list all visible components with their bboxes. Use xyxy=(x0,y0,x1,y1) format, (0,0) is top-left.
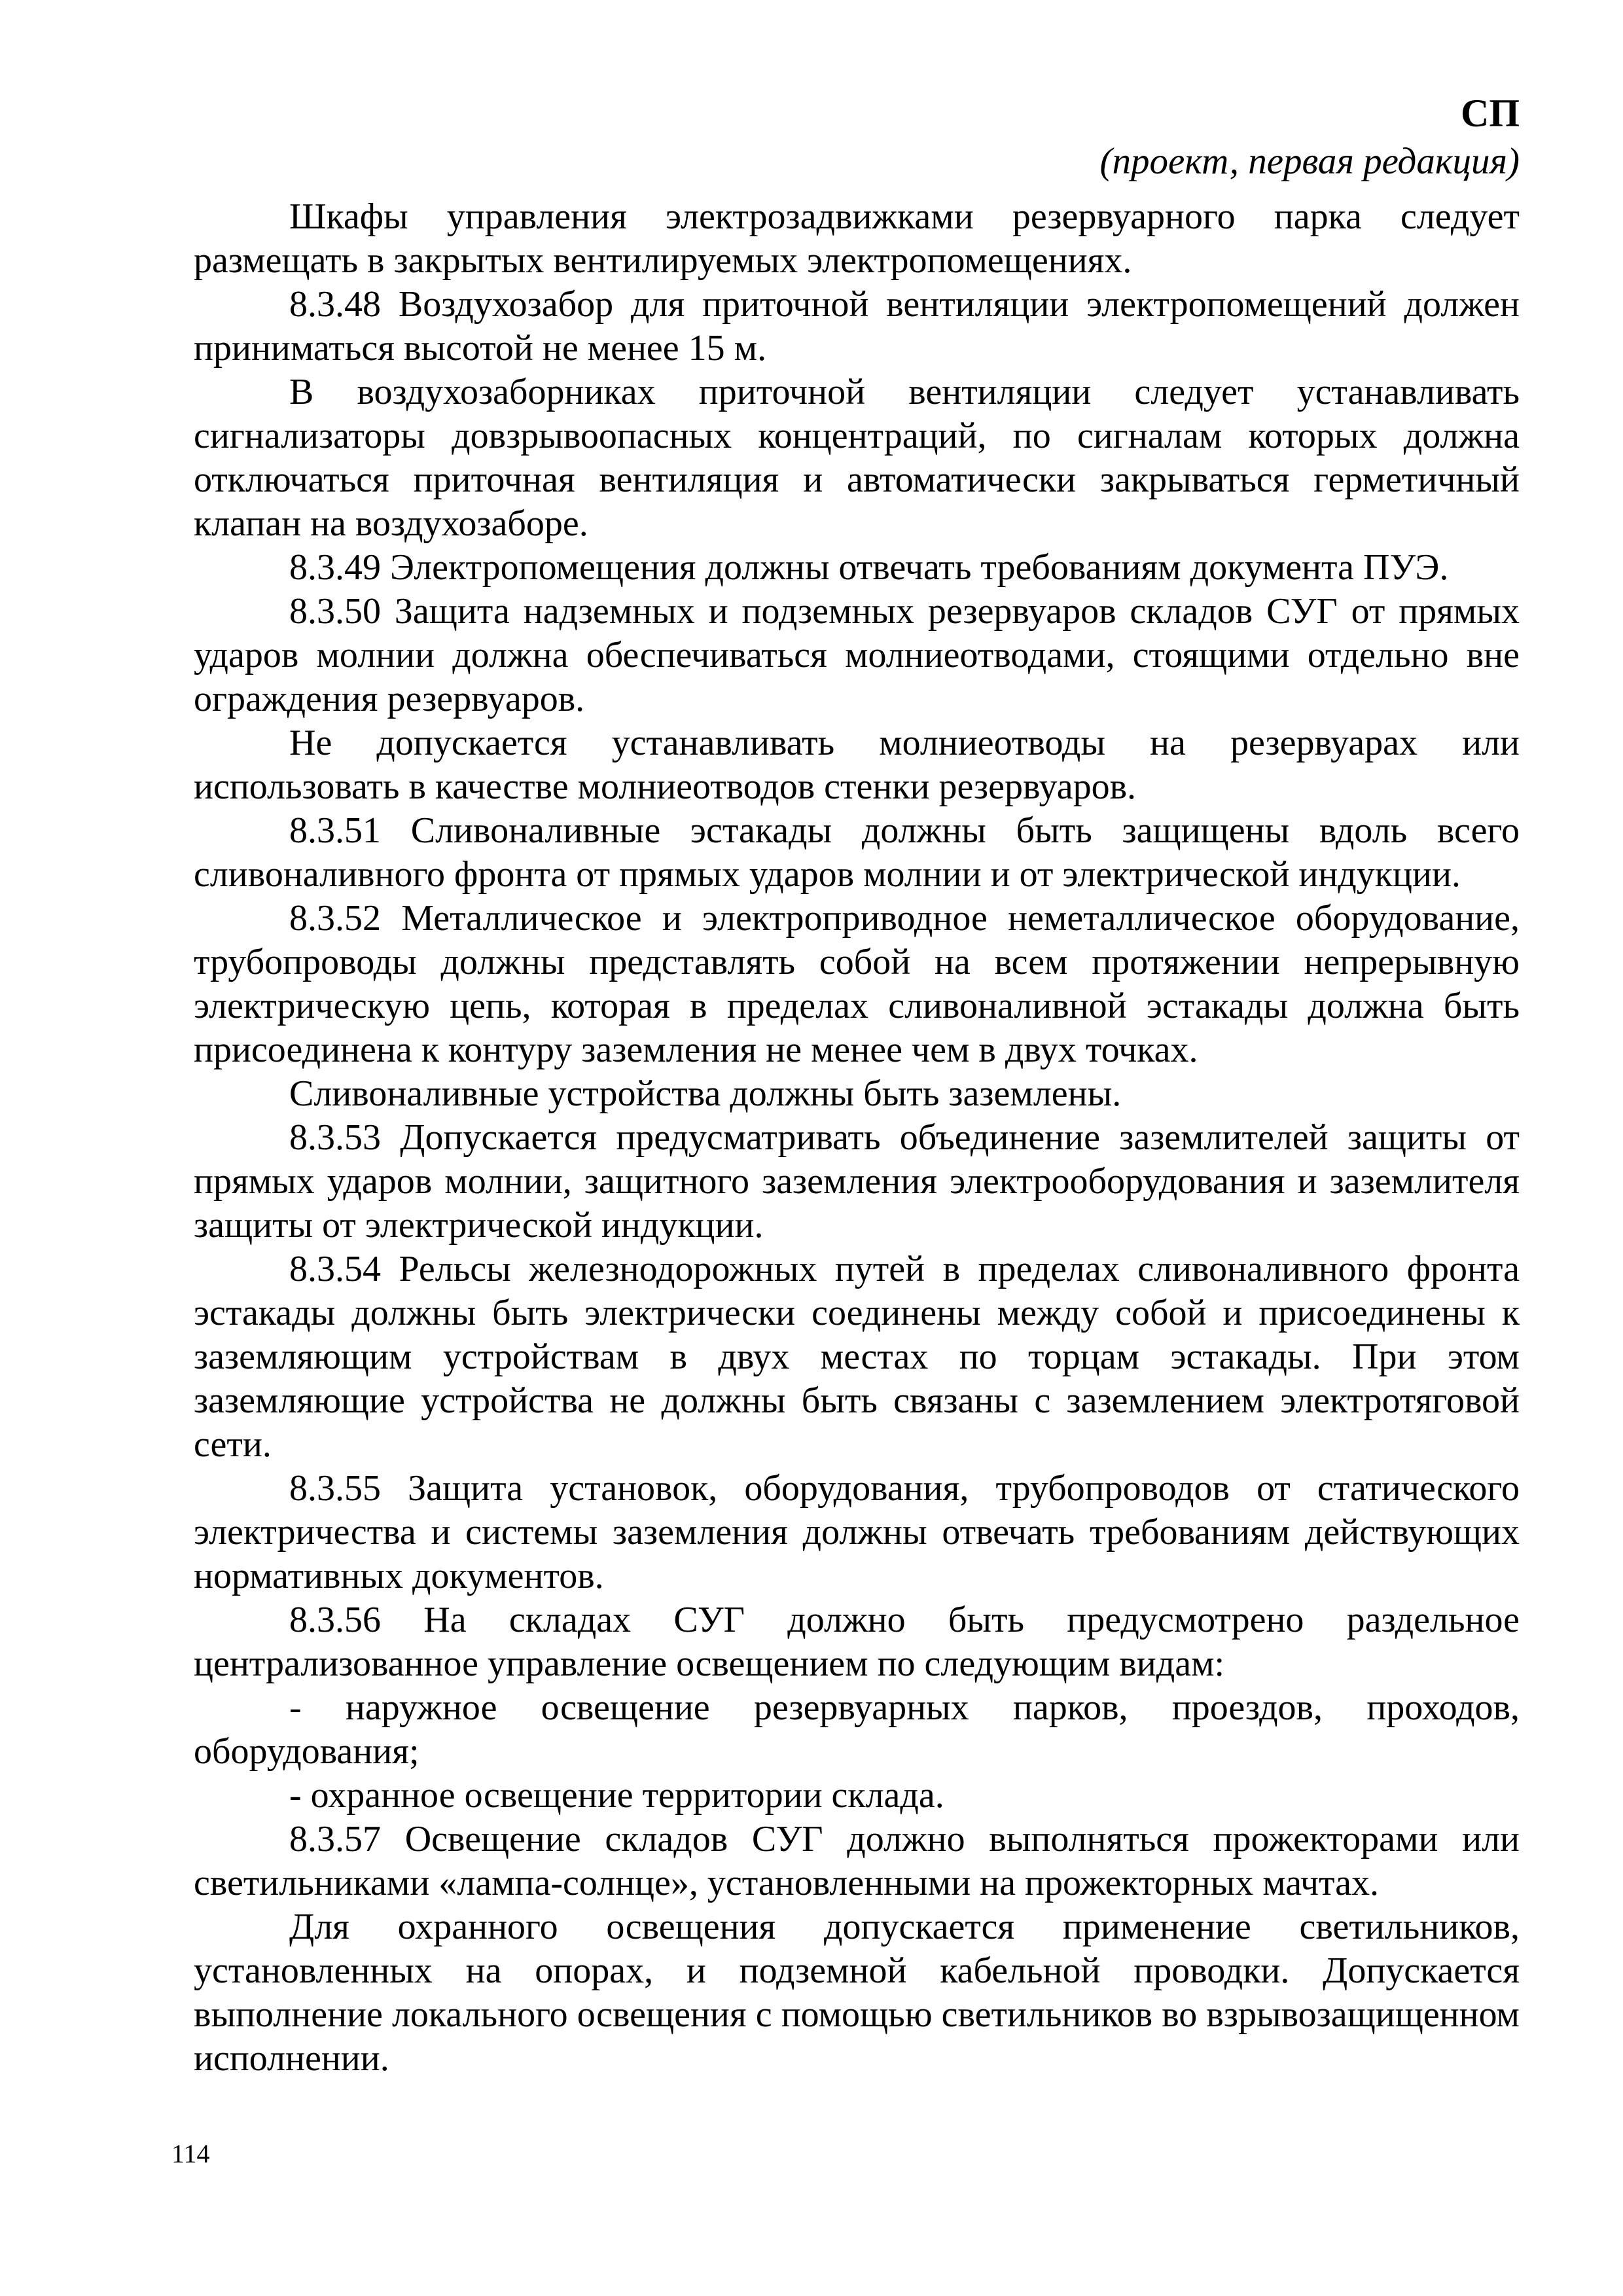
list-item: - наружное освещение резервуарных парков, проездов, проходов, оборудования; xyxy=(194,1687,1520,1772)
paragraph: 8.3.57 Освещение складов СУГ должно выполняться прожекторами или светильниками «лампа-солнце», установленными на прожекторных мачтах. xyxy=(194,1819,1520,1903)
paragraph: 8.3.54 Рельсы железнодорожных путей в пределах сливоналивного фронта эстакады должны быть электрически соединены между собой и присоединены к заземляющим устройствам в двух местах по торцам эстакады. При этом заземляющие устройства не должны быть связаны с заземлением электротяговой сети. xyxy=(194,1249,1520,1465)
page-number: 114 xyxy=(171,2139,210,2168)
paragraph: Не допускается устанавливать молниеотводы на резервуарах или использовать в качестве молниеотводов стенки резервуаров. xyxy=(194,723,1520,807)
paragraph: В воздухозаборниках приточной вентиляции следует устанавливать сигнализаторы довзрывоопасных концентраций, по сигналам которых должна отключаться приточная вентиляция и автоматически закрываться герметичный клапан на воздухозаборе. xyxy=(194,372,1520,544)
paragraph: Сливоналивные устройства должны быть заземлены. xyxy=(289,1073,1122,1114)
document-code: СП xyxy=(1461,92,1520,135)
paragraph: Шкафы управления электрозадвижками резервуарного парка следует размещать в закрытых вентилируемых электропомещениях. xyxy=(194,196,1520,281)
paragraph: 8.3.56 На складах СУГ должно быть предусмотрено раздельное централизованное управление освещением по следующим видам: xyxy=(194,1600,1520,1684)
paragraph: 8.3.55 Защита установок, оборудования, трубопроводов от статического электричества и системы заземления должны отвечать требованиям действующих нормативных документов. xyxy=(194,1468,1520,1596)
document-body xyxy=(194,195,1520,2081)
paragraph: 8.3.53 Допускается предусматривать объединение заземлителей защиты от прямых ударов молнии, защитного заземления электрооборудования и заземлителя защиты от электрической индукции. xyxy=(194,1117,1520,1246)
paragraph: 8.3.51 Сливоналивные эстакады должны быть защищены вдоль всего сливоналивного фронта от прямых ударов молнии и от электрической индукции. xyxy=(194,810,1520,895)
paragraph: 8.3.52 Металлическое и электроприводное неметаллическое оборудование, трубопроводы должны представлять собой на всем протяжении непрерывную электрическую цепь, которая в пределах сливоналивной эстакады должна быть присоединена к контуру заземления не менее чем в двух точках. xyxy=(194,898,1520,1070)
paragraph: 8.3.48 Воздухозабор для приточной вентиляции электропомещений должен приниматься высотой не менее 15 м. xyxy=(194,284,1520,368)
paragraph: 8.3.50 Защита надземных и подземных резервуаров складов СУГ от прямых ударов молнии должна обеспечиваться молниеотводами, стоящими отдельно вне ограждения резервуаров. xyxy=(194,591,1520,719)
paragraph: Для охранного освещения допускается применение светильников, установленных на опорах, и подземной кабельной проводки. Допускается выполнение локального освещения с помощью светильников во взрывозащищенном исполнении. xyxy=(194,1907,1520,2079)
paragraph: 8.3.49 Электропомещения должны отвечать требованиям документа ПУЭ. xyxy=(289,547,1449,588)
list-item: - охранное освещение территории склада. xyxy=(289,1775,944,1816)
document-status: (проект, первая редакция) xyxy=(1099,141,1520,182)
